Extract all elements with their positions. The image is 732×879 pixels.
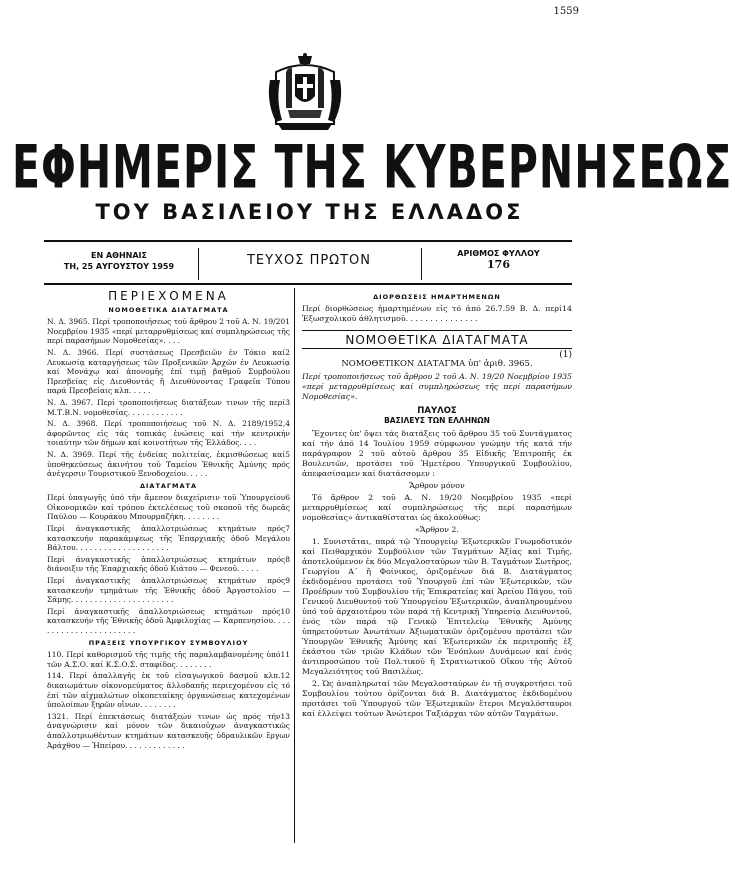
decree-body: Τό ἄρθρον 2 τοῦ Α. Ν. 19/20 Νοεμβρίου 1935 «περί μεταρρυθμίσεως καί συμπληρώσεως τῆς περί παρασήμων νομοθεσίας» ἀντικαθίσταται ὡς ἀκολούθως:	[302, 493, 572, 522]
decree-preamble: Ἔχοντες ὑπ' ὄψει τάς διατάξεις τοῦ ἄρθρου 35 τοῦ Συντάγματος καί τήν ἀπό 14 Ἰουλίου 1959 σύμφωνον γνώμην τῆς κατά τήν παράγραφον 2 τοῦ αὐτοῦ ἄρθρου 35 Εἰδικῆς Ἐπιτροπῆς ἐκ Βουλευτῶν, προτάσει τοῦ Ἡμετέρου Ὑπουργικοῦ Συμβουλίου, ἀπεφασίσαμεν καί διατάσσομεν :	[302, 429, 572, 478]
toc-entry-page: 4	[285, 419, 290, 429]
decrees-section-title-text: ΝΟΜΟΘΕΤΙΚΑ ΔΙΑΤΑΓΜΑΤΑ	[345, 333, 529, 347]
toc-section-heading: ΠΡΑΞΕΙΣ ΥΠΟΥΡΓΙΚΟΥ ΣΥΜΒΟΥΛΙΟΥ	[88, 638, 249, 647]
corrections-text: Περί διορθώσεως ἡμαρτημένων εἰς τό ἀπό 26.7.59 Β. Δ. περί Ἐξωσχολικοῦ ἀθλητισμοῦ. . . . . . . . . . . . . . .	[302, 304, 563, 323]
toc-entry[interactable]	[47, 348, 290, 396]
corrections-entry[interactable]	[302, 304, 572, 324]
toc-entry[interactable]	[47, 576, 290, 605]
decree-marker: (1)	[559, 350, 572, 360]
corrections-heading: ΔΙΟΡΘΩΣΕΙΣ ΗΜΑΡΤΗΜΕΝΩΝ	[373, 293, 501, 301]
toc-entry[interactable]	[47, 524, 290, 553]
column-separator	[294, 288, 295, 843]
toc-entry-page: 7	[285, 524, 290, 534]
newspaper-subtitle: ΤΟΥ ΒΑΣΙΛΕΙΟΥ ΤΗΣ ΕΛΛΑΔΟΣ	[95, 200, 524, 224]
toc-entry-text: 1321. Περί ἐπεκτάσεως διατάξεών τινων ὡς πρός τήν ἀναγνώρισιν καί μόνον τῶν δικαιοῦχων ἀναγκαστικῶς ἀπαλλοτριωθέντων κτημάτων κατασκευῆς ὑδραυλικῶν ἔργων Ἀράχθου — Ἠπείρου. . . . . . . . . . . . .	[47, 711, 290, 750]
sole-article-heading: Ἄρθρον μόνον	[409, 481, 465, 490]
newspaper-title: ΕΦΗΜΕΡΙΣ ΤΗΣ ΚΥΒΕΡΝΗΣΕΩΣ	[12, 132, 732, 202]
header-top-rule	[44, 240, 572, 242]
toc-entry-page: 1	[285, 317, 290, 327]
decree-paragraph-2: 2. Ὡς ἀναπληρωταί τῶν Μεγαλοσταύρων ἐν τῇ συγκροτήσει τοῦ Συμβουλίου τούτου ὁρίζονται διά Β. Διατάγματος ἐκδιδομένου προτάσει τοῦ Ὑπουργοῦ τῶν Ἐξωτερικῶν ἕτεροι Μεγαλόσταυροι καί ἐλλείψει τούτων Ἀνώτεροι Ταξιάρχαι τῶν αὐτῶν Ταγμάτων.	[302, 679, 572, 718]
toc-entry-text: Περί ὑπαγωγῆς ὑπό τήν ἄμεσον διαχείρισιν τοῦ Ὑπουργείου Οἰκονομικῶν καί τρόπου ἐκτελέσεως τοῦ σκοποῦ τῆς δωρεᾶς Παύλου — Κουράκου Μπουρμαζήκη. . . . . . . .	[47, 493, 290, 522]
decree-heading: ΝΟΜΟΘΕΤΙΚΟΝ ΔΙΑΤΑΓΜΑ ὑπ' ἀριθ. 3965.	[341, 359, 533, 369]
toc-section-heading: ΝΟΜΟΘΕΤΙΚΑ ΔΙΑΤΑΓΜΑΤΑ	[108, 305, 229, 314]
toc-entry-text: 114. Περί ἀπαλλαγῆς ἐκ τοῦ εἰσαγωγικοῦ δασμοῦ κλπ. δικαιωμάτων οἰκονομεύματος ἀλλοδαπῆς περιεχομένου εἰς τό ἐπί τῶν αἰχμαλώτων οἰκοπεταίκης ὀργανώσεως κατεχομένων ὑπολοίπων ξηρῶν οἴνων. . . . . . . .	[47, 671, 290, 710]
toc-entry[interactable]	[47, 555, 290, 574]
issue-sheet	[425, 248, 572, 270]
toc-entry-page: 2	[285, 347, 290, 357]
toc-entry[interactable]	[47, 712, 290, 750]
toc-entry[interactable]	[47, 607, 290, 636]
sheet-number: 176	[487, 258, 510, 271]
decree-subject: Περί τροποποιήσεως τοῦ ἄρθρου 2 τοῦ Α. Ν. 19/20 Νοεμβρίου 1935 «περί μεταρρυθμίσεως καί συμπληρώσεως τῆς περί παρασήμων Νομοθεσίας».	[302, 372, 572, 401]
toc-entry[interactable]	[47, 493, 290, 522]
toc-title: ΠΕΡΙΕΧΟΜΕΝΑ	[108, 289, 229, 303]
toc-section-heading: ΔΙΑΤΑΓΜΑΤΑ	[139, 481, 198, 490]
toc-entry-text: 110. Περί καθορισμοῦ τῆς τιμῆς τῆς παραλαμβανομένης ὑπό τῶν Α.Σ.Ο. καί Κ.Σ.Ο.Σ. σταφίδος. . . . . . . .	[47, 650, 281, 669]
toc-entry-text: Περί ἀναγκαστικῆς ἀπαλλοτριώσεως κτημάτων πρός κατασκευήν παρακάμψεως τῆς Ἐπαρχιακῆς ὁδοῦ Μεγάλου Βάλτου. . . . . . . . . . . . . . . . . . . .	[47, 524, 290, 553]
toc-entry-page: 3	[285, 397, 290, 407]
toc-entry[interactable]	[47, 671, 290, 709]
issue-separator	[198, 248, 199, 280]
toc-entry-text: Περί ἀναγκαστικῆς ἀπαλλοτριώσεως κτημάτων πρός διάνοιξιν τῆς Ἐπαρχιακῆς ὁδοῦ Κιάτου — Φενεοῦ. . . . .	[47, 554, 286, 574]
decree-paragraph-1: 1. Συνιστᾶται, παρά τῷ Ὑπουργείῳ Ἐξωτερικῶν Γνωμοδοτικόν καί Πειθαρχικόν Συμβούλιον τῶν Ταγμάτων Ἀξίας καί Τιμῆς, ἀποτελούμενον ἐκ δύο Μεγαλοσταύρων τῶν Β. Ταγμάτων Σωτῆρος, Γεωργίου Α΄ ἤ Φοίνικος, ὁριζομένων διά Β. Διατάγματος ἐκδιδομένου προτάσει τοῦ Ὑπουργοῦ ἐπί τῶν Ἐξωτερικῶν, τῶν Προέδρων τοῦ Συμβουλίου τῆς Ἐπικρατείας καί Ἀρείου Πάγου, τοῦ Γενικοῦ Διευθυντοῦ τοῦ Ὑπουργείου Ἐξωτερικῶν, ἀναπληρουμένου ὑπό τοῦ ἀρχαιοτέρου τῶν παρά τῇ Κεντρικῇ Ὑπηρεσίᾳ Διευθυντοῦ, ἑνός τῶν παρά τῷ Γενικῷ Ἐπιτελείῳ Ἐθνικῆς Ἀμύνης ὑπηρετούντων Ἀνωτάτων Ἀξιωματικῶν ὁριζομένου προτάσει τῶν Ὑπουργῶν Ἐθνικῆς Ἀμύνης καί Ἐξωτερικῶν ἐκ περιτροπῆς ἐξ ἑκάστου τῶν τριῶν Κλάδων τῶν Ἐνόπλων Δυνάμεων καί ἑνός ἀντιπροσώπου τοῦ Πολ.τικοῦ ἤ Στρατιωτικοῦ Οἴκου τῆς Αὐτοῦ Μεγαλειότητος τοῦ Βασιλέως.	[302, 537, 572, 676]
toc-entry-text: Περί ἀναγκαστικῆς ἀπαλλοτριώσεως κτημάτων πρός κατασκευήν τῆς Ἐθνικῆς ὁδοῦ Ἀμφιλοχίας — Καρπενησίου. . . . . . . . . . . . . . . . . . . . . . .	[47, 606, 290, 635]
issue-date: ΤΗ, 25 ΑΥΓΟΥΣΤΟΥ 1959	[63, 262, 175, 271]
king-title: ΒΑΣΙΛΕΥΣ ΤΩΝ ΕΛΛΗΝΩΝ	[384, 416, 490, 425]
toc-entry-page: 11	[280, 650, 290, 660]
toc-entry-page: 9	[285, 576, 290, 586]
toc-entry-page: 10	[280, 606, 290, 616]
royal-coat-of-arms-icon	[264, 52, 346, 134]
king-name: ΠΑΥΛΟΣ	[417, 406, 457, 416]
sheet-label: ΑΡΙΘΜΟΣ ΦΥΛΛΟΥ	[457, 249, 540, 258]
issue-place: ΕΝ ΑΘΗΝΑΙΣ	[91, 251, 147, 260]
issue-place-date	[44, 250, 194, 272]
page-number: 1559	[553, 6, 579, 17]
issue-volume: ΤΕΥΧΟΣ ΠΡΩΤΟΝ	[246, 253, 372, 268]
toc-entry-text: Ν. Δ. 3969. Περί τῆς ἐνδείας πολιτείας, ἐκμισθώσεως καί ὑποθηκεύσεως ἀκινήτου τοῦ Ταμείου Ἐθνικῆς Ἀμύνης πρός ἀνέγερσιν Τουριστικοῦ Ξενοδοχείου. . . . .	[47, 449, 290, 479]
toc-entry-text: Ν. Δ. 3966. Περί συστάσεως Πρεσβειῶν ἐν Τόκιο καί Λευκωσίᾳ καταργήσεως τῶν Προξενικῶν Ἀρχῶν ἐν Λευκωσίᾳ καί Μονάχῳ καί ἀπονομῆς ἐπί τιμῇ βαθμοῦ Συμβούλου Πρεσβείας εἰς Διευθυντάς ἤ Διευθύνοντας Γραφεῖα Τύπου παρά Πρεσβείαις κλπ. . . . .	[47, 347, 290, 396]
toc-entry-page: 8	[285, 554, 290, 564]
toc-entry-page: 6	[285, 493, 290, 503]
toc-entry-text: Περί ἀναγκαστικῆς ἀπαλλοτριώσεως κτημάτων πρός κατασκευήν τμημάτων τῆς Ἐθνικῆς ὁδοῦ Ἀργοστολίου — Σάμης. . . . . . . . . . . . . . . . . . . . . .	[47, 576, 290, 605]
toc-entry-page: 5	[285, 449, 290, 459]
toc-entry[interactable]	[47, 317, 290, 346]
toc-entry[interactable]	[47, 650, 290, 669]
toc-entry-text: Ν. Δ. 3965. Περί τροποποιήσεως τοῦ ἄρθρου 2 τοῦ Α. Ν. 19/20 Νοεμβρίου 1935 «περί μεταρρυθμίσεως καί συμπληρώσεως τῆς περί παρασήμων Νομοθεσίας». . . .	[47, 317, 290, 346]
toc-entry-text: Ν. Δ. 3967. Περί τροποποιήσεως διατάξεων τινων τῆς περί Μ.Τ.Β.Ν. νομοθεσίας. . . . . . . . . . . .	[47, 397, 286, 417]
toc-entry[interactable]	[47, 450, 290, 479]
header-bottom-rule	[44, 283, 572, 285]
article-2-heading: «Ἄρθρον 2.	[415, 525, 459, 534]
toc-entry[interactable]	[47, 419, 290, 448]
decrees-section-title	[302, 330, 572, 360]
toc-entry-page: 13	[280, 711, 290, 721]
toc-entry-text: Ν. Δ. 3968. Περί τροποποιήσεως τοῦ Ν. Δ. 2189/1952, ἀφορῶντος εἰς τάς τοπικάς ἑνώσεις καί τήν κεντρικήν τοιαύτην τῶν δήμων καί κοινοτήτων τῆς Ἑλλάδος. . . .	[47, 419, 290, 448]
main-column	[302, 292, 572, 721]
toc-entry-page: 12	[280, 671, 290, 681]
table-of-contents	[47, 289, 290, 752]
toc-entry[interactable]	[47, 398, 290, 417]
issue-separator	[421, 248, 422, 280]
corrections-page: 14	[562, 304, 572, 313]
